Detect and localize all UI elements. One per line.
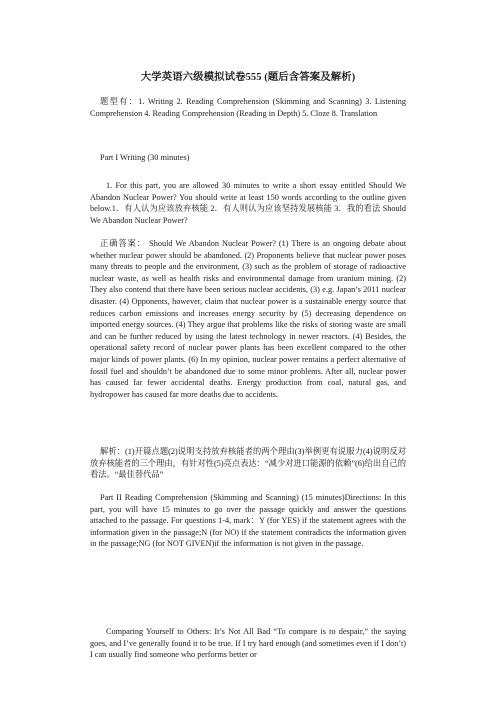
exam-title: 大学英语六级模拟试卷555 (题后含答案及解析) [140, 72, 356, 83]
analysis-text: 解析：(1)开篇点题(2)说明支持放弃核能者的两个理由(3)举例更有说服力(4)说明反对放弃核能者的三个理由，有针对性(5)亮点表达：“减少对进口能源的依赖”(6)给出自己的看法。“最佳替代品” [90, 447, 406, 480]
part2-header: Part II Reading Comprehension (Skimming and Scanning) (15 minutes)Directions: In this part, you will have 15 minutes to go over the passage quickly and answer the questions attached to the passage. For questions 1-4, mark：Y (for YES) if the statement agrees with the information given in the passage;N (for NO) if the statement contradicts the information given in the passage;NG (for NOT GIVEN)if the information is not given in the passage. [90, 493, 406, 549]
writing-question: 1. For this part, you are allowed 30 minutes to write a short essay entitled Should We Abandon Nuclear Power? You should write at least 150 words according to the outline given below.1．有人认为应该放弃核能 2．有人则认为应该坚持发展核能 3．我的看法 Should We Abandon Nuclear Power? [90, 181, 406, 225]
part1-header: Part I Writing (30 minutes) [100, 153, 190, 162]
question-types: 题型有：1. Writing 2. Reading Comprehension (Skimming and Scanning) 3. Listening Comprehension 4. Reading Comprehension (Reading in Depth) 5. Cloze 8. Translation [90, 97, 406, 118]
answer-essay: 正确答案： Should We Abandon Nuclear Power? (1) There is an ongoing debate about whether nuclear power should be abandoned. (2) Proponents believe that nuclear power poses many threats to people and the environment, (3) such as the problem of storage of radioactive nuclear waste, as well as health risks and environmental damage from uranium mining. (2) They also contend that there have been serious nuclear accidents, (3) e.g. Japan’s 2011 nuclear disaster. (4) Opponents, however, claim that nuclear power is a sustainable energy source that reduces carbon emissions and increases energy security by (5) decreasing dependence on imported energy sources. (4) They argue that problems like the risks of storing waste are small and can be further reduced by using the latest technology in newer reactors. (4) Besides, the operational safety record of nuclear power plants has been excellent compared to the other major kinds of power plants. (6) In my opinion, nuclear power remains a perfect alternative of fossil fuel and shouldn’t be abandoned due to some minor problems. After all, nuclear power has caused far fewer accidental deaths. Energy production from coal, natural gas, and hydropower has caused far more deaths due to accidents. [90, 239, 406, 399]
passage-start: Comparing Yourself to Others: It’s Not All Bad “To compare is to despair,” the saying goes, and I’ve generally found it to be true. If I try hard enough (and sometimes even if I don’t) I can usually find someone who performs better or [90, 627, 406, 660]
